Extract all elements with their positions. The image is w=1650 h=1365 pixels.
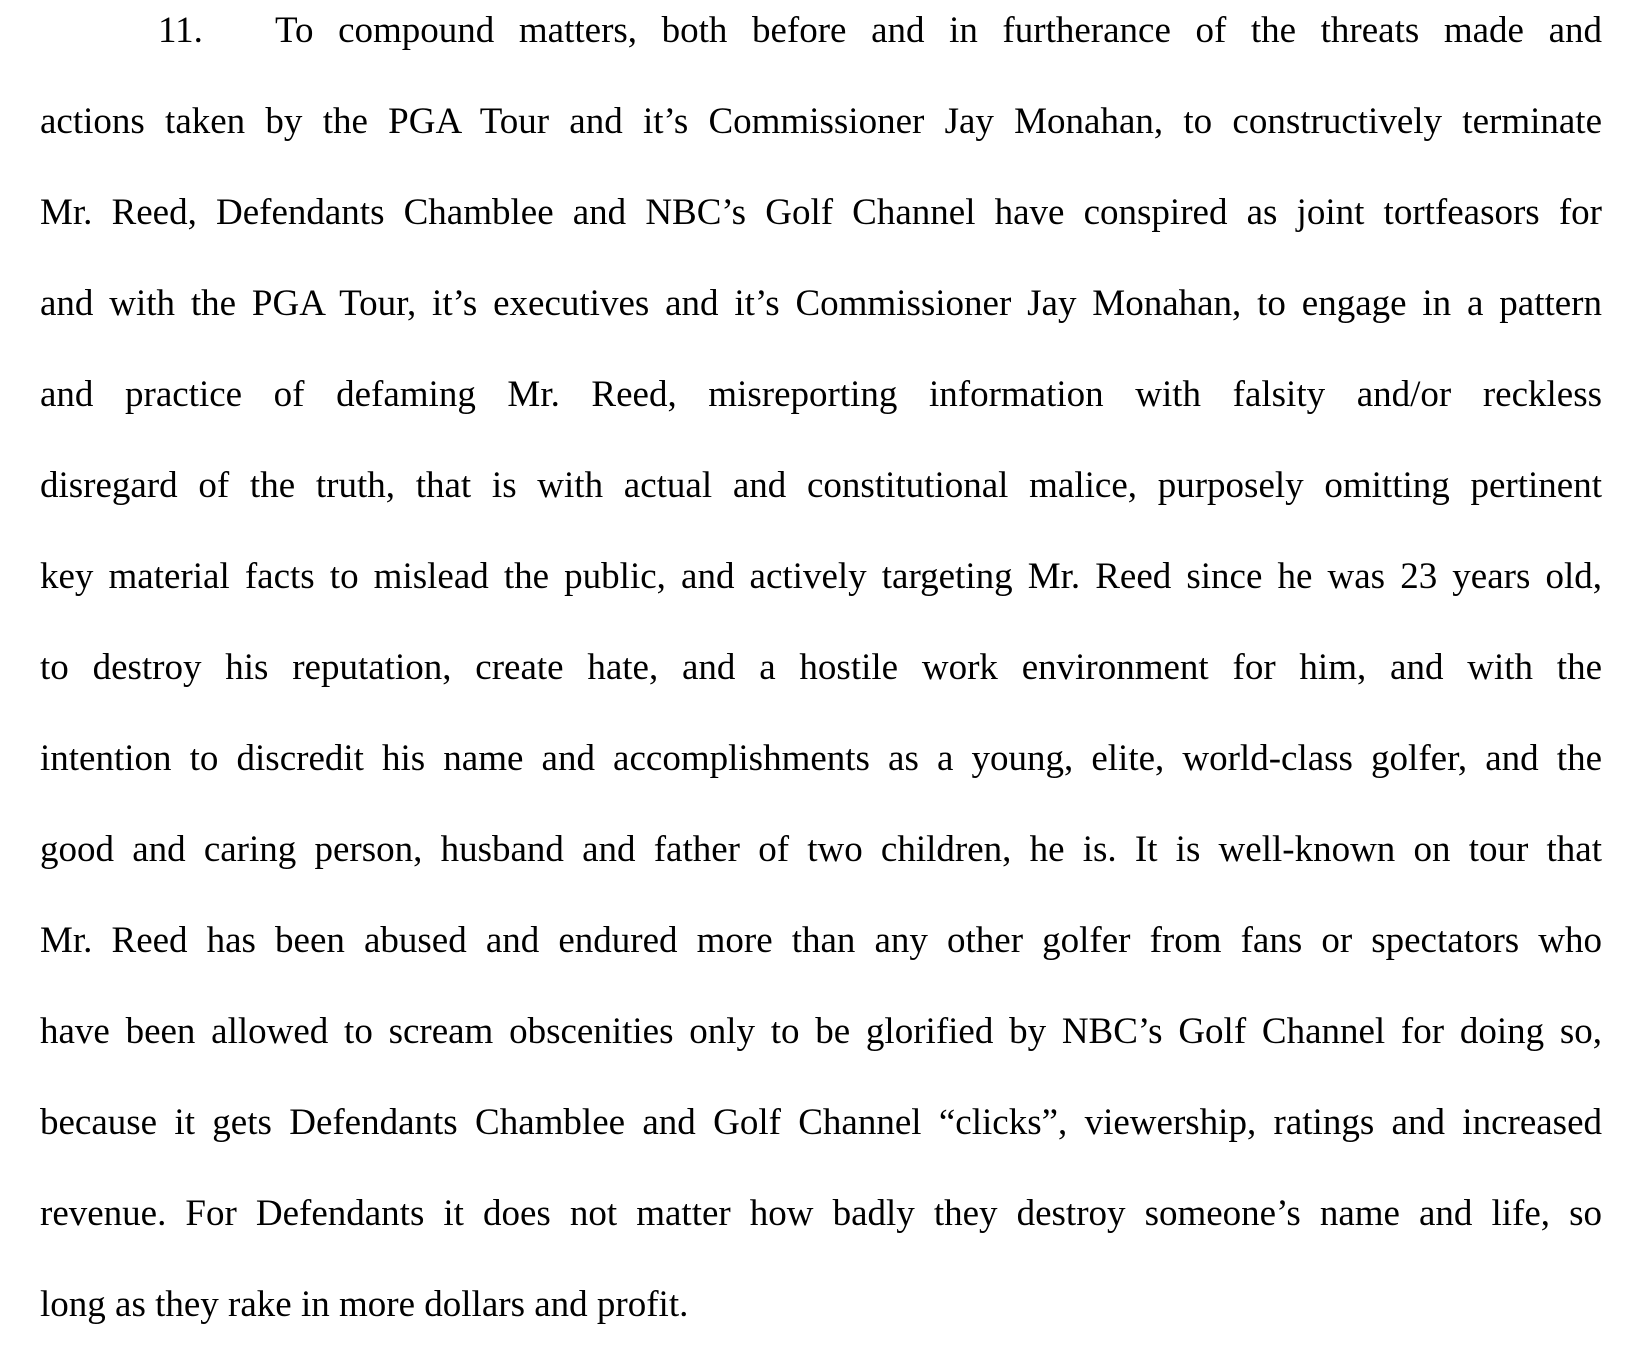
paragraph-line: and with the PGA Tour, it’s executives and it’s Commissioner Jay Monahan, to engage in a pattern <box>40 283 1602 324</box>
paragraph-number: 11. <box>158 10 203 51</box>
paragraph-line: key material facts to mislead the public, and actively targeting Mr. Reed since he was 23 years old, <box>40 556 1602 597</box>
paragraph-line: disregard of the truth, that is with actual and constitutional malice, purposely omitting pertinent <box>40 465 1602 506</box>
paragraph-line: Mr. Reed has been abused and endured more than any other golfer from fans or spectators who <box>40 920 1602 961</box>
paragraph-line-text: To compound matters, both before and in furtherance of the threats made and <box>275 10 1602 51</box>
paragraph-line: Mr. Reed, Defendants Chamblee and NBC’s Golf Channel have conspired as joint tortfeasors for <box>40 192 1602 233</box>
paragraph-line: good and caring person, husband and father of two children, he is. It is well-known on tour that <box>40 829 1602 870</box>
paragraph-line: revenue. For Defendants it does not matter how badly they destroy someone’s name and life, so <box>40 1193 1602 1234</box>
paragraph-line: have been allowed to scream obscenities only to be glorified by NBC’s Golf Channel for doing so, <box>40 1011 1602 1052</box>
paragraph-line: long as they rake in more dollars and profit. <box>40 1284 689 1325</box>
paragraph-line: to destroy his reputation, create hate, and a hostile work environment for him, and with the <box>40 647 1602 688</box>
paragraph-11 <box>40 0 1602 1365</box>
paragraph-line: and practice of defaming Mr. Reed, misreporting information with falsity and/or reckless <box>40 374 1602 415</box>
paragraph-line: intention to discredit his name and accomplishments as a young, elite, world-class golfer, and the <box>40 738 1602 779</box>
paragraph-line: because it gets Defendants Chamblee and Golf Channel “clicks”, viewership, ratings and increased <box>40 1102 1602 1143</box>
paragraph-line: actions taken by the PGA Tour and it’s Commissioner Jay Monahan, to constructively terminate <box>40 101 1602 142</box>
paragraph-line <box>40 0 1602 91</box>
